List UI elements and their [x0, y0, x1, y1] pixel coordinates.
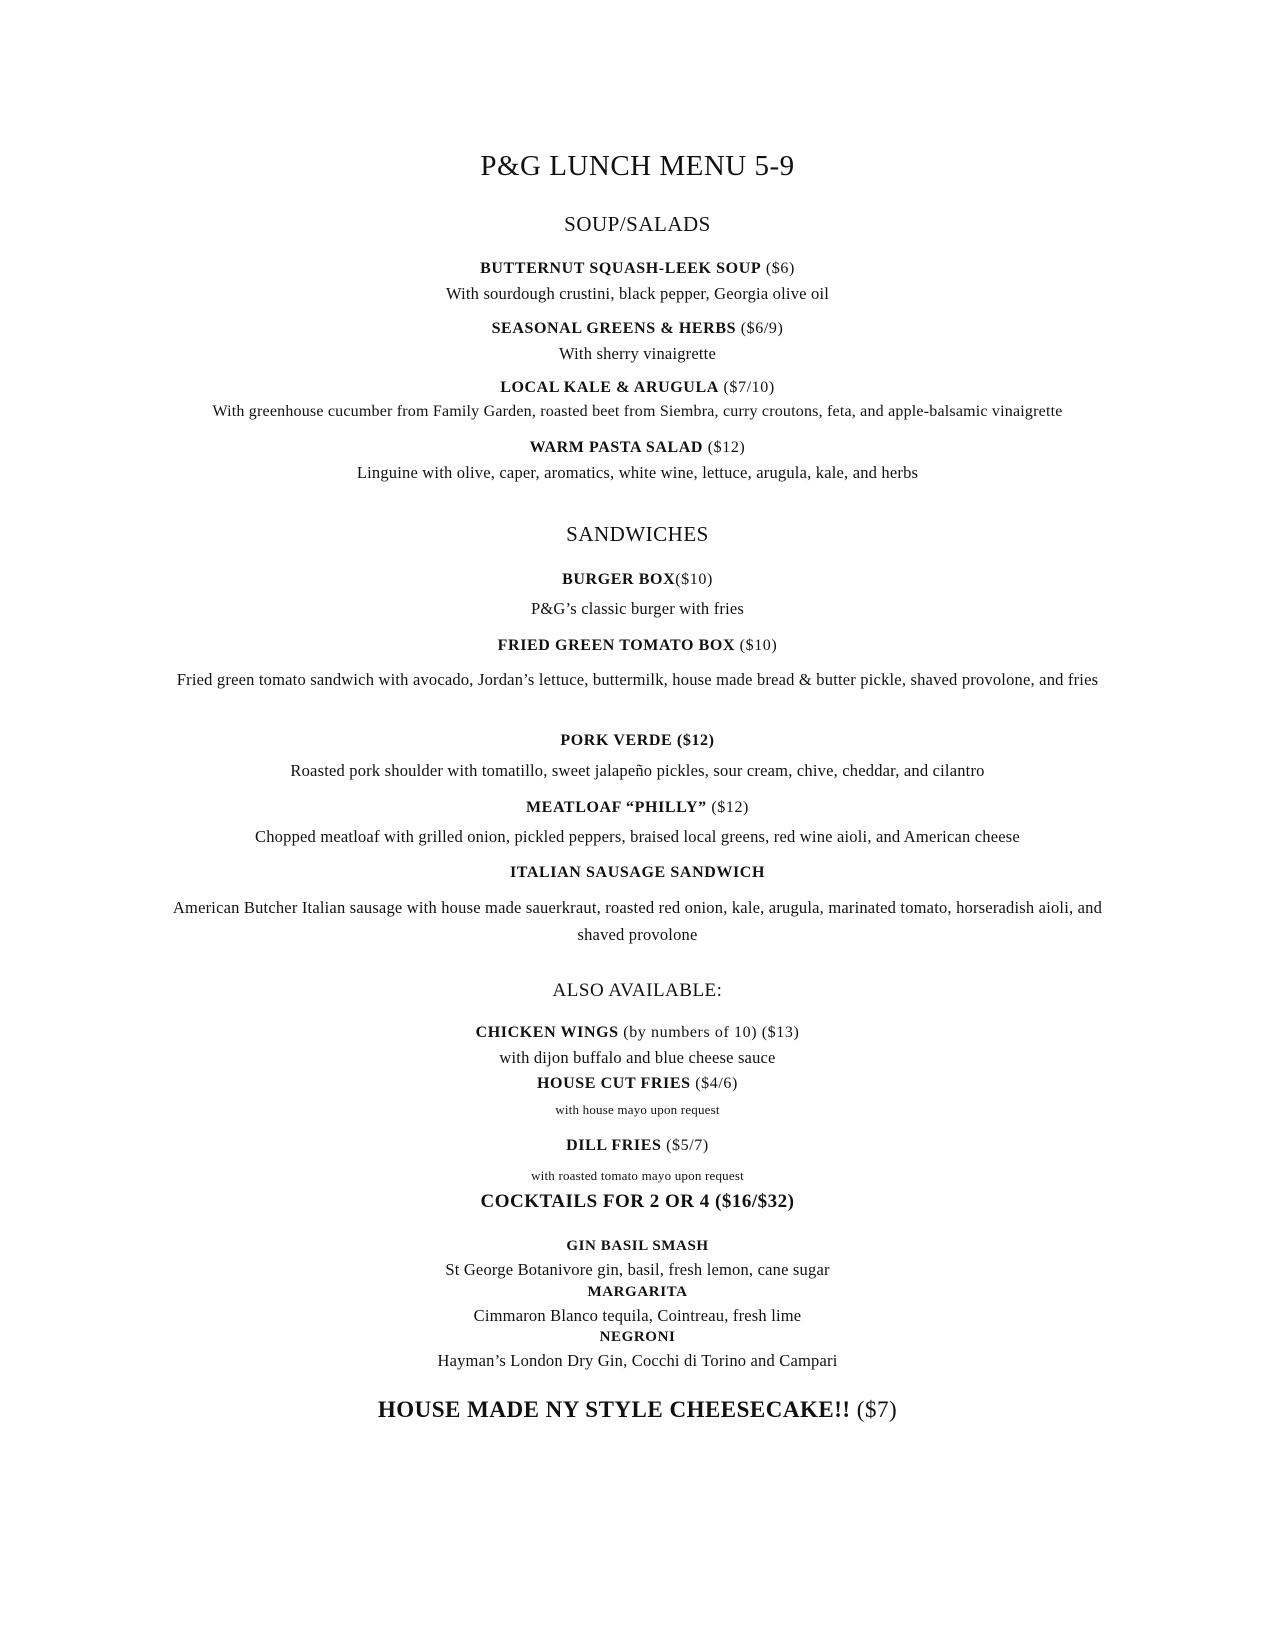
menu-item-description: American Butcher Italian sausage with house made sauerkraut, roasted red onion, kale, arugula, marinated tomato, horseradish aioli, and shaved provolone: [172, 898, 1103, 944]
menu-item-name: LOCAL KALE & ARUGULA ($7/10): [500, 379, 775, 396]
page-title: P&G LUNCH MENU 5-9: [480, 150, 795, 182]
menu-item-name: SEASONAL GREENS & HERBS ($6/9): [491, 320, 784, 337]
menu-item-name: ITALIAN SAUSAGE SANDWICH: [509, 864, 766, 881]
menu-item-name: MEATLOAF “PHILLY” ($12): [525, 799, 749, 816]
menu-item-name: HOUSE CUT FRIES ($4/6): [537, 1075, 738, 1092]
cocktail-name: MARGARITA: [587, 1284, 688, 1300]
section-heading-also-available: ALSO AVAILABLE:: [552, 980, 723, 1001]
menu-item-description: with house mayo upon request: [555, 1102, 720, 1117]
cocktail-description: Hayman’s London Dry Gin, Cocchi di Torino and Campari: [437, 1351, 838, 1370]
menu-item-description: With greenhouse cucumber from Family Garden, roasted beet from Siembra, curry croutons, feta, and apple-balsamic vinaigrette: [212, 403, 1063, 420]
cocktail-name: NEGRONI: [599, 1329, 676, 1345]
menu-item-description: Fried green tomato sandwich with avocado, Jordan’s lettuce, buttermilk, house made bread & butter pickle, shaved provolone, and fries: [176, 670, 1099, 689]
menu-item-description: with roasted tomato mayo upon request: [531, 1168, 744, 1183]
menu-item-name: DILL FRIES ($5/7): [566, 1137, 709, 1154]
cocktail-description: St George Botanivore gin, basil, fresh lemon, cane sugar: [445, 1260, 830, 1279]
menu-item-description: Linguine with olive, caper, aromatics, white wine, lettuce, arugula, kale, and herbs: [356, 463, 919, 482]
menu-item-description: Roasted pork shoulder with tomatillo, sweet jalapeño pickles, sour cream, chive, cheddar, and cilantro: [290, 761, 985, 780]
menu-item-name: WARM PASTA SALAD ($12): [529, 439, 746, 456]
menu-item-name: PORK VERDE ($12): [560, 732, 715, 749]
menu-item-name: BURGER BOX($10): [562, 571, 713, 588]
cocktail-name: GIN BASIL SMASH: [566, 1238, 709, 1254]
menu-item-description: Chopped meatloaf with grilled onion, pickled peppers, braised local greens, red wine aioli, and American cheese: [255, 827, 1020, 846]
menu-item-description: P&G’s classic burger with fries: [530, 599, 745, 618]
section-heading-soup-salads: SOUP/SALADS: [564, 212, 711, 236]
menu-item-name: CHICKEN WINGS (by numbers of 10) ($13): [475, 1024, 800, 1041]
section-heading-cocktails: COCKTAILS FOR 2 OR 4 ($16/$32): [480, 1191, 795, 1212]
menu-item-name: BUTTERNUT SQUASH-LEEK SOUP ($6): [480, 260, 795, 277]
menu-item-description: With sherry vinaigrette: [559, 344, 716, 363]
dessert-item: HOUSE MADE NY STYLE CHEESECAKE!! ($7): [377, 1397, 898, 1422]
menu-item-name: FRIED GREEN TOMATO BOX ($10): [497, 637, 778, 654]
menu-item-description: With sourdough crustini, black pepper, Georgia olive oil: [445, 284, 830, 303]
menu-item-description: with dijon buffalo and blue cheese sauce: [499, 1048, 776, 1067]
cocktail-description: Cimmaron Blanco tequila, Cointreau, fresh lime: [473, 1306, 802, 1325]
section-heading-sandwiches: SANDWICHES: [566, 522, 709, 546]
